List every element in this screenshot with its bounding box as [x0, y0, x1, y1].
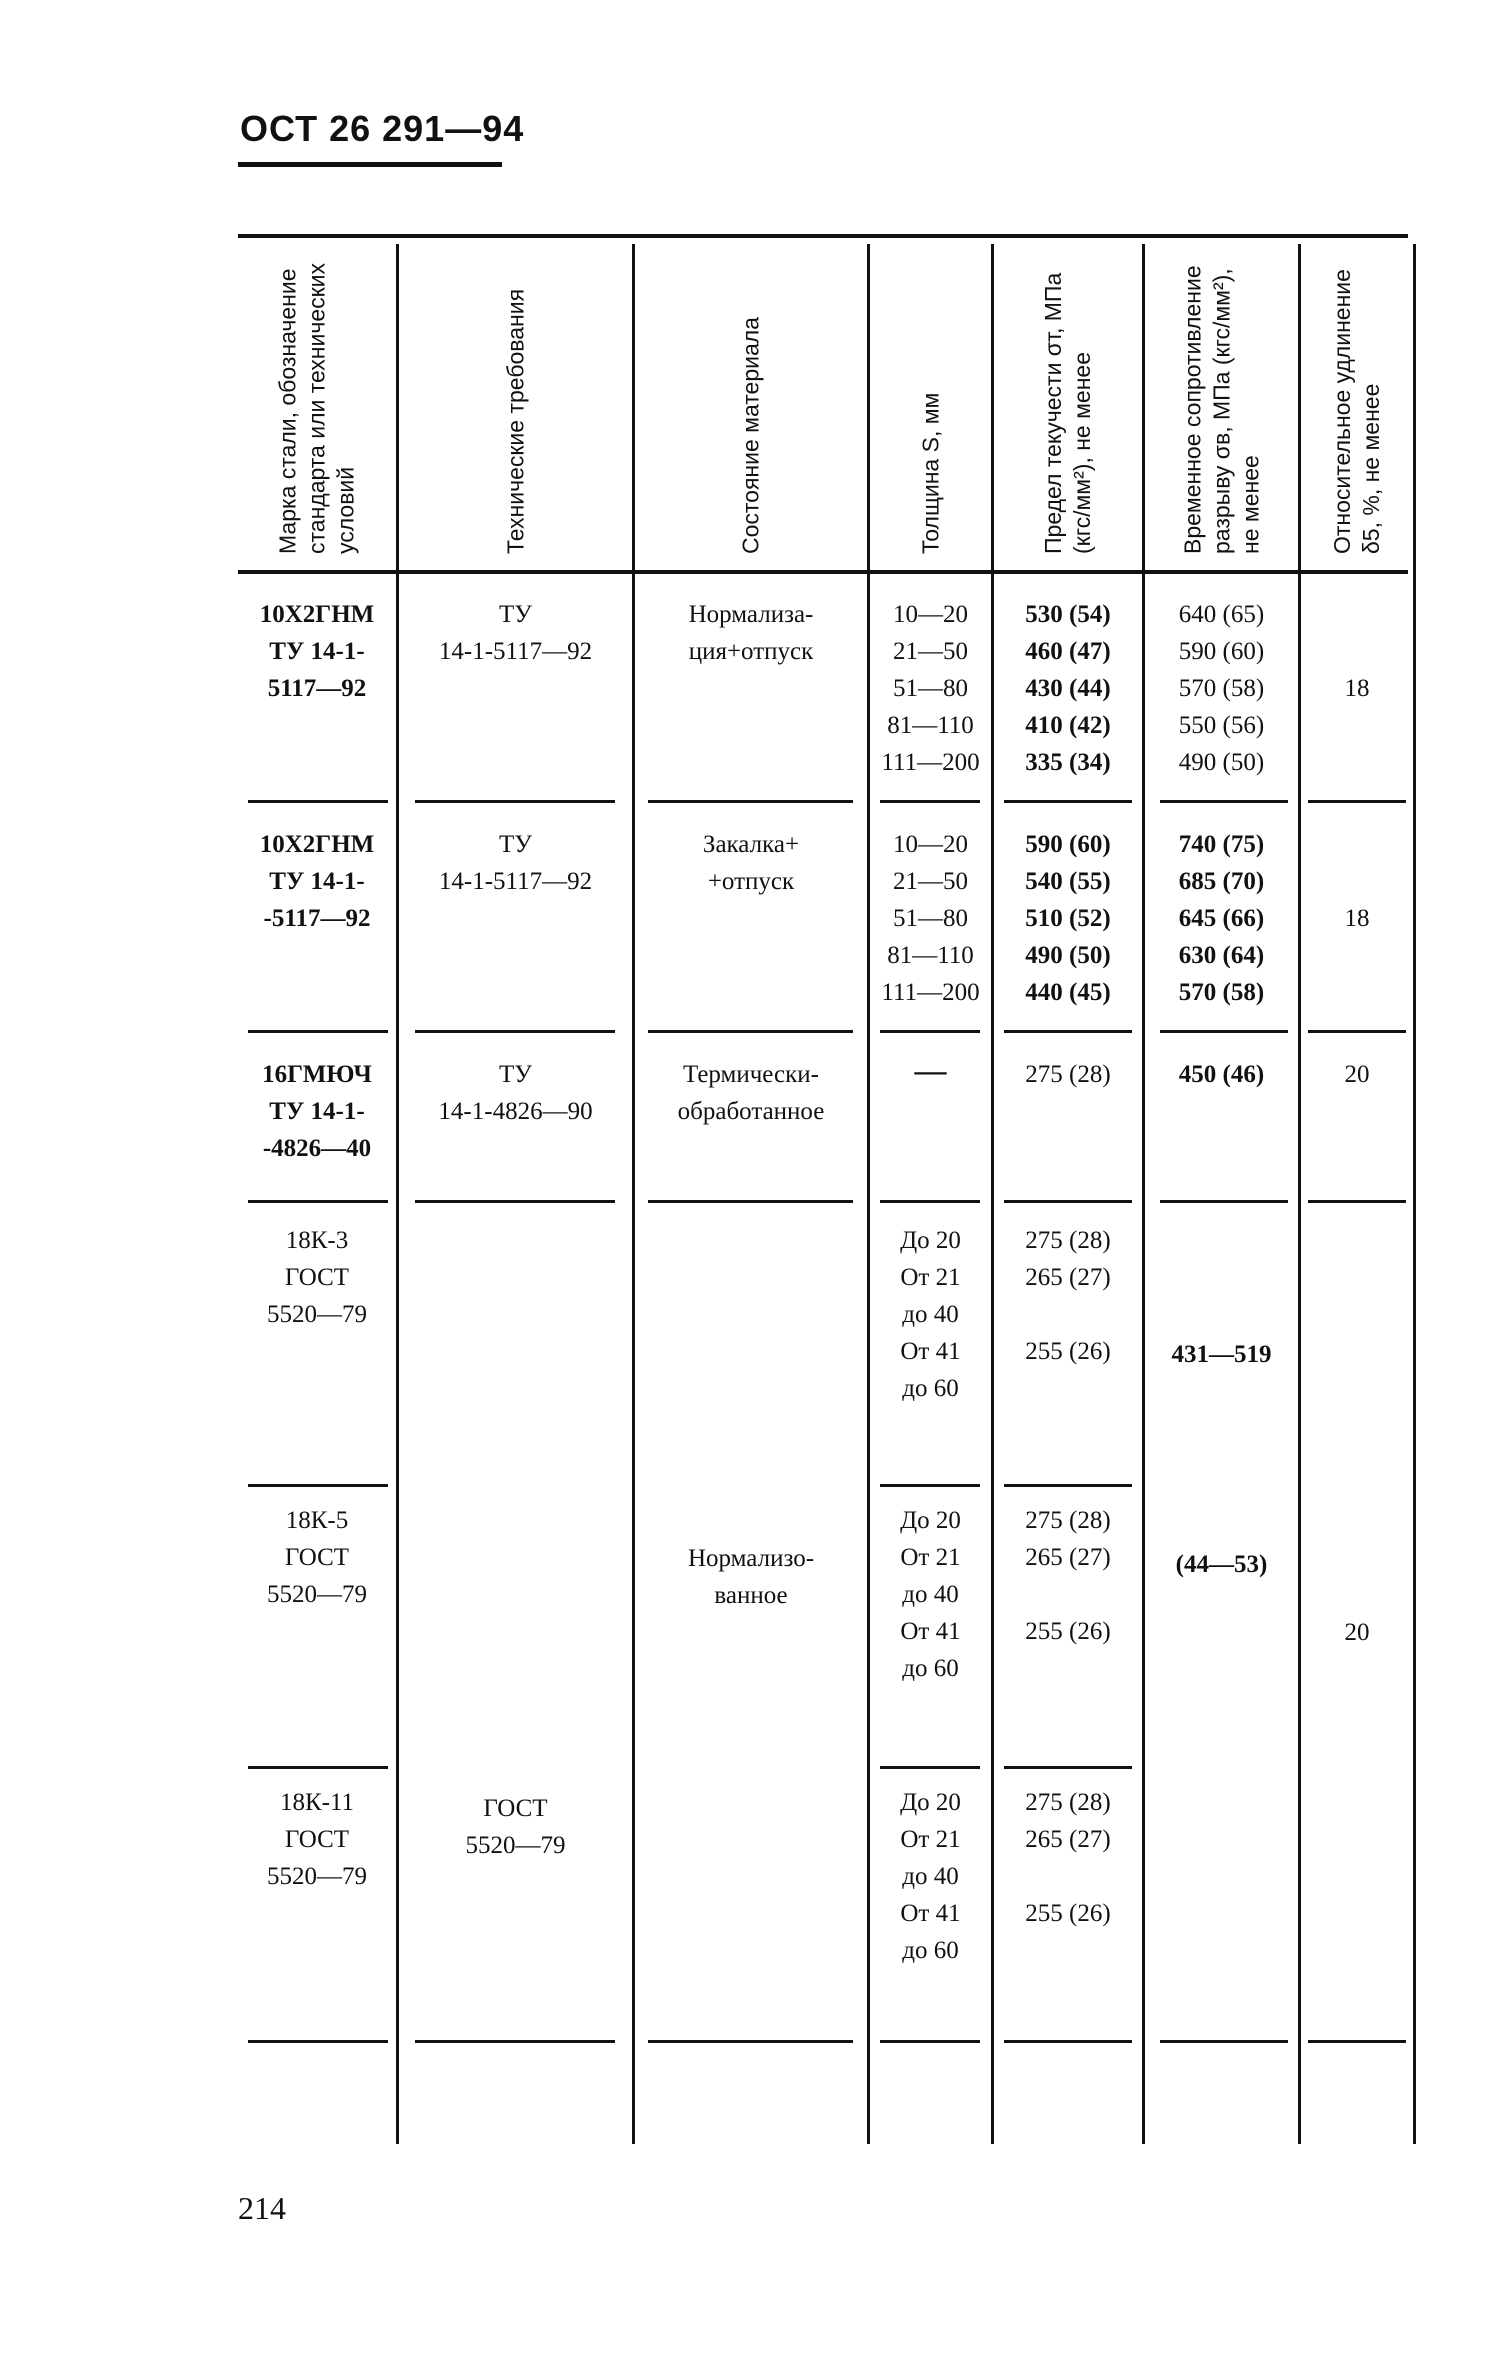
- cell-grade: 18К-11 ГОСТ 5520—79: [267, 1789, 367, 1890]
- row-divider: [1308, 1200, 1406, 1203]
- row-divider: [415, 1030, 615, 1033]
- row-divider: [248, 1200, 388, 1203]
- cell-requirements: ТУ 14-1-5117—92: [438, 831, 593, 895]
- cell-condition: Закалка+ +отпуск: [702, 831, 800, 895]
- row-divider: [648, 1200, 853, 1203]
- cell-thickness: До 20 От 21 до 40 От 41 до 60: [900, 1507, 961, 1682]
- cell-grade: 18К-3 ГОСТ 5520—79: [267, 1227, 367, 1328]
- page-number: 214: [238, 2190, 286, 2226]
- cell-tensile: 450 (46): [1178, 1061, 1265, 1088]
- row-divider: [1160, 1030, 1288, 1033]
- cell-yield: 275 (28) 265 (27) 255 (26): [1025, 1227, 1111, 1365]
- row-divider: [248, 1766, 388, 1769]
- cell-grade: 10Х2ГНМ ТУ 14-1- -5117—92: [259, 831, 375, 932]
- cell-tensile: 740 (75) 685 (70) 645 (66) 630 (64) 570 (58): [1178, 831, 1265, 1006]
- row-divider: [1004, 1484, 1132, 1487]
- cell-yield: 590 (60) 540 (55) 510 (52) 490 (50) 440 (45): [1025, 831, 1111, 1006]
- row-divider: [1308, 2040, 1406, 2043]
- row-divider: [248, 2040, 388, 2043]
- merged-condition: Нормализо- ванное: [687, 1545, 815, 1609]
- header-tensile-strength: Временное сопротивление разрыву σв, МПа (кгс/мм²), не менее: [1179, 265, 1263, 554]
- header-yield-strength: Предел текучести σт, МПа (кгс/мм²), не менее: [1040, 272, 1095, 554]
- cell-thickness: —: [914, 1052, 947, 1088]
- row-divider: [880, 800, 980, 803]
- row-divider: [880, 1484, 980, 1487]
- header-thickness: Толщина S, мм: [917, 392, 943, 554]
- row-divider: [1160, 800, 1288, 803]
- header-bottom-rule: [238, 570, 1408, 574]
- cell-grade: 18К-5 ГОСТ 5520—79: [267, 1507, 367, 1608]
- row-divider: [880, 1030, 980, 1033]
- row-divider: [248, 800, 388, 803]
- header-requirements: Технические требования: [502, 288, 528, 554]
- cell-thickness: До 20 От 21 до 40 От 41 до 60: [900, 1789, 961, 1964]
- row-divider: [415, 800, 615, 803]
- row-divider: [1004, 800, 1132, 803]
- row-divider: [880, 2040, 980, 2043]
- row-divider: [1160, 2040, 1288, 2043]
- cell-yield: 275 (28): [1025, 1061, 1111, 1088]
- row-divider: [648, 2040, 853, 2043]
- row-divider: [648, 800, 853, 803]
- cell-tensile: 640 (65) 590 (60) 570 (58) 550 (56) 490 (50): [1178, 601, 1265, 776]
- header-grade: Марка стали, обозначение стандарта или технических условий: [274, 262, 359, 554]
- row-divider: [248, 1030, 388, 1033]
- merged-requirements: ГОСТ 5520—79: [465, 1795, 566, 1859]
- row-divider: [415, 2040, 615, 2043]
- cell-yield: 530 (54) 460 (47) 430 (44) 410 (42) 335 (34): [1025, 601, 1111, 776]
- header-elongation: Относительное удлинение δ5, %, не менее: [1329, 269, 1384, 554]
- merged-tensile-range: 431—519: [1171, 1341, 1272, 1368]
- header-condition: Состояние материала: [737, 317, 764, 554]
- row-divider: [1004, 1030, 1132, 1033]
- row-divider: [880, 1200, 980, 1203]
- merged-elongation: 20: [1344, 1619, 1370, 1646]
- cell-condition: Нормализа- ция+отпуск: [688, 601, 814, 665]
- row-divider: [1004, 2040, 1132, 2043]
- row-divider: [248, 1484, 388, 1487]
- row-divider: [1004, 1200, 1132, 1203]
- cell-elongation: 18: [1344, 675, 1370, 702]
- document-title: ОСТ 26 291—94: [240, 108, 525, 149]
- cell-yield: 275 (28) 265 (27) 255 (26): [1025, 1507, 1111, 1645]
- row-divider: [1160, 1200, 1288, 1203]
- cell-yield: 275 (28) 265 (27) 255 (26): [1025, 1789, 1111, 1927]
- column-divider: [1413, 244, 1416, 2144]
- cell-grade: 10Х2ГНМ ТУ 14-1- 5117—92: [259, 601, 375, 702]
- cell-requirements: ТУ 14-1-4826—90: [438, 1061, 593, 1125]
- row-divider: [648, 1030, 853, 1033]
- cell-thickness: 10—20 21—50 51—80 81—110 111—200: [881, 831, 980, 1006]
- row-divider: [1308, 800, 1406, 803]
- cell-grade: 16ГМЮЧ ТУ 14-1- -4826—40: [262, 1061, 372, 1162]
- cell-elongation: 20: [1344, 1061, 1370, 1088]
- cell-requirements: ТУ 14-1-5117—92: [438, 601, 593, 665]
- cell-thickness: 10—20 21—50 51—80 81—110 111—200: [881, 601, 980, 776]
- row-divider: [880, 1766, 980, 1769]
- row-divider: [1004, 1766, 1132, 1769]
- row-divider: [1308, 1030, 1406, 1033]
- merged-tensile-range-kgf: (44—53): [1175, 1551, 1268, 1578]
- title-underline: [238, 162, 502, 167]
- cell-thickness: До 20 От 21 до 40 От 41 до 60: [900, 1227, 961, 1402]
- cell-elongation: 18: [1344, 905, 1370, 932]
- row-divider: [415, 1200, 615, 1203]
- cell-condition: Термически- обработанное: [677, 1061, 825, 1125]
